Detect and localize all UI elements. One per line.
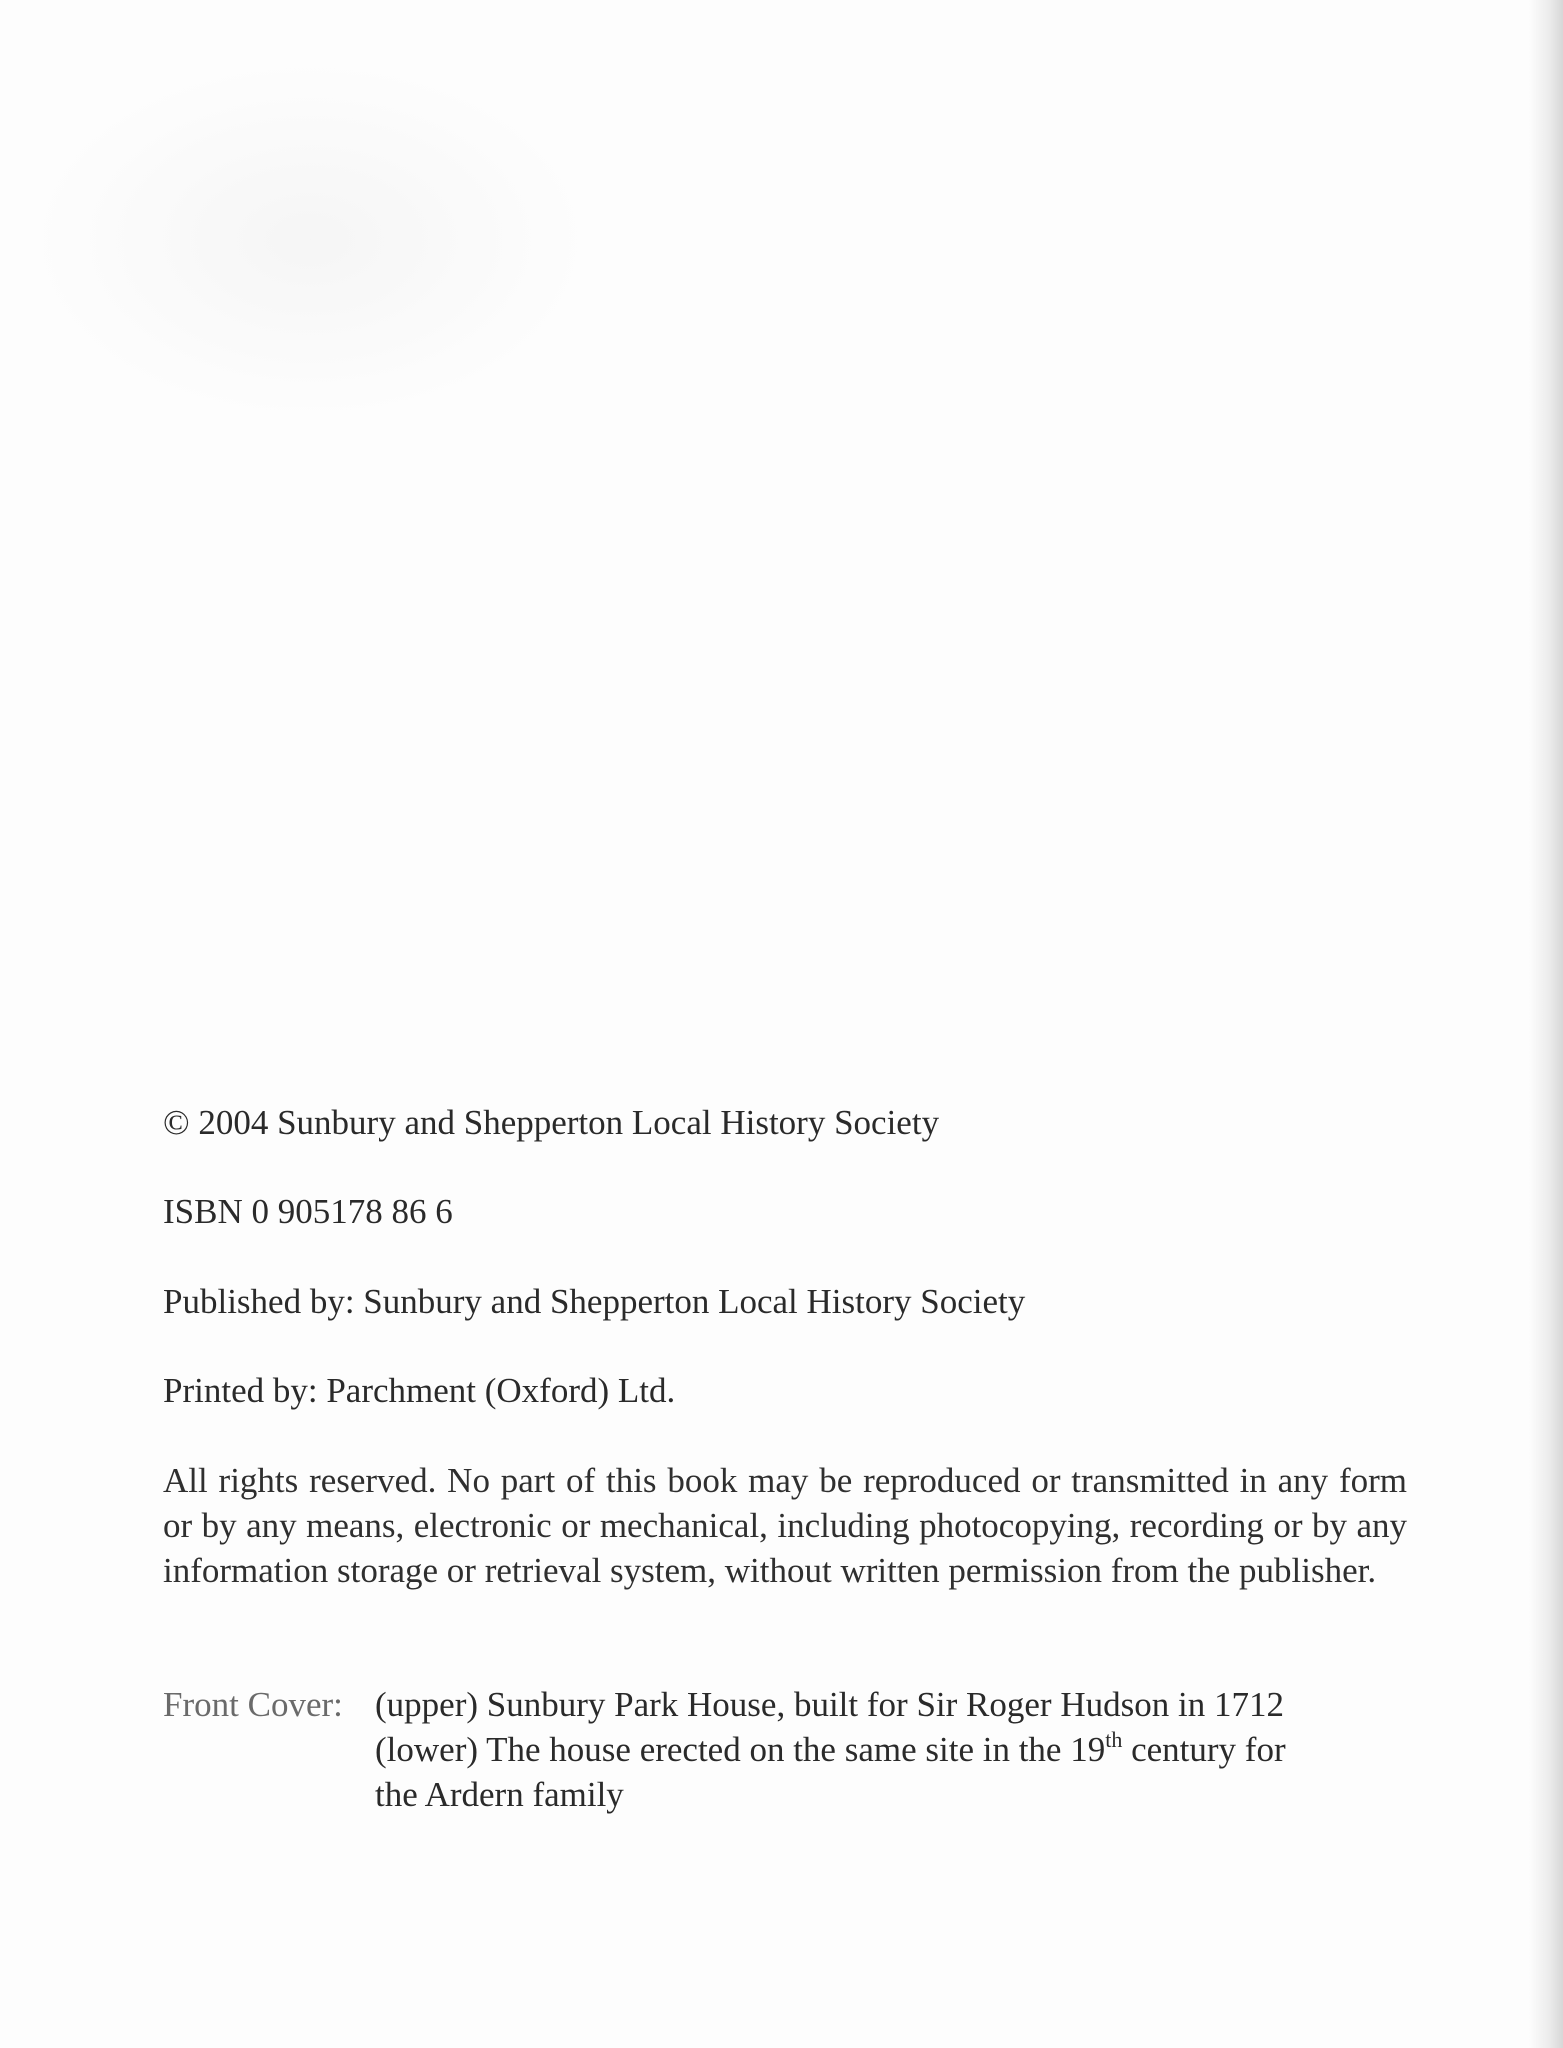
printed-by-line: Printed by: Parchment (Oxford) Ltd. <box>163 1371 676 1410</box>
front-cover-lower-continuation: the Ardern family <box>375 1775 624 1814</box>
front-cover-lower-superscript: th <box>1105 1727 1123 1752</box>
scan-shadow <box>30 60 590 420</box>
front-cover-lower-text: (lower) The house erected on the same site in the 19 <box>375 1730 1106 1769</box>
front-cover-lines <box>375 1682 1407 1817</box>
front-cover-lower <box>375 1727 1407 1772</box>
copyright-line: © 2004 Sunbury and Shepperton Local History Society <box>163 1103 940 1142</box>
isbn-line: ISBN 0 905178 86 6 <box>163 1192 453 1231</box>
published-by-line: Published by: Sunbury and Shepperton Local History Society <box>163 1282 1026 1321</box>
front-cover-upper: (upper) Sunbury Park House, built for Sir Roger Hudson in 1712 <box>375 1685 1284 1724</box>
front-cover-label: Front Cover: <box>163 1685 343 1724</box>
rights-notice: All rights reserved. No part of this book may be reproduced or transmitted in any form or by any means, electronic or mechanical, including photocopying, recording or by any information storage or retrieval system, without written permission from the publisher. <box>163 1461 1407 1590</box>
front-cover-lower-tail: century for <box>1122 1730 1286 1769</box>
page-edge-shadow <box>1529 0 1563 2048</box>
